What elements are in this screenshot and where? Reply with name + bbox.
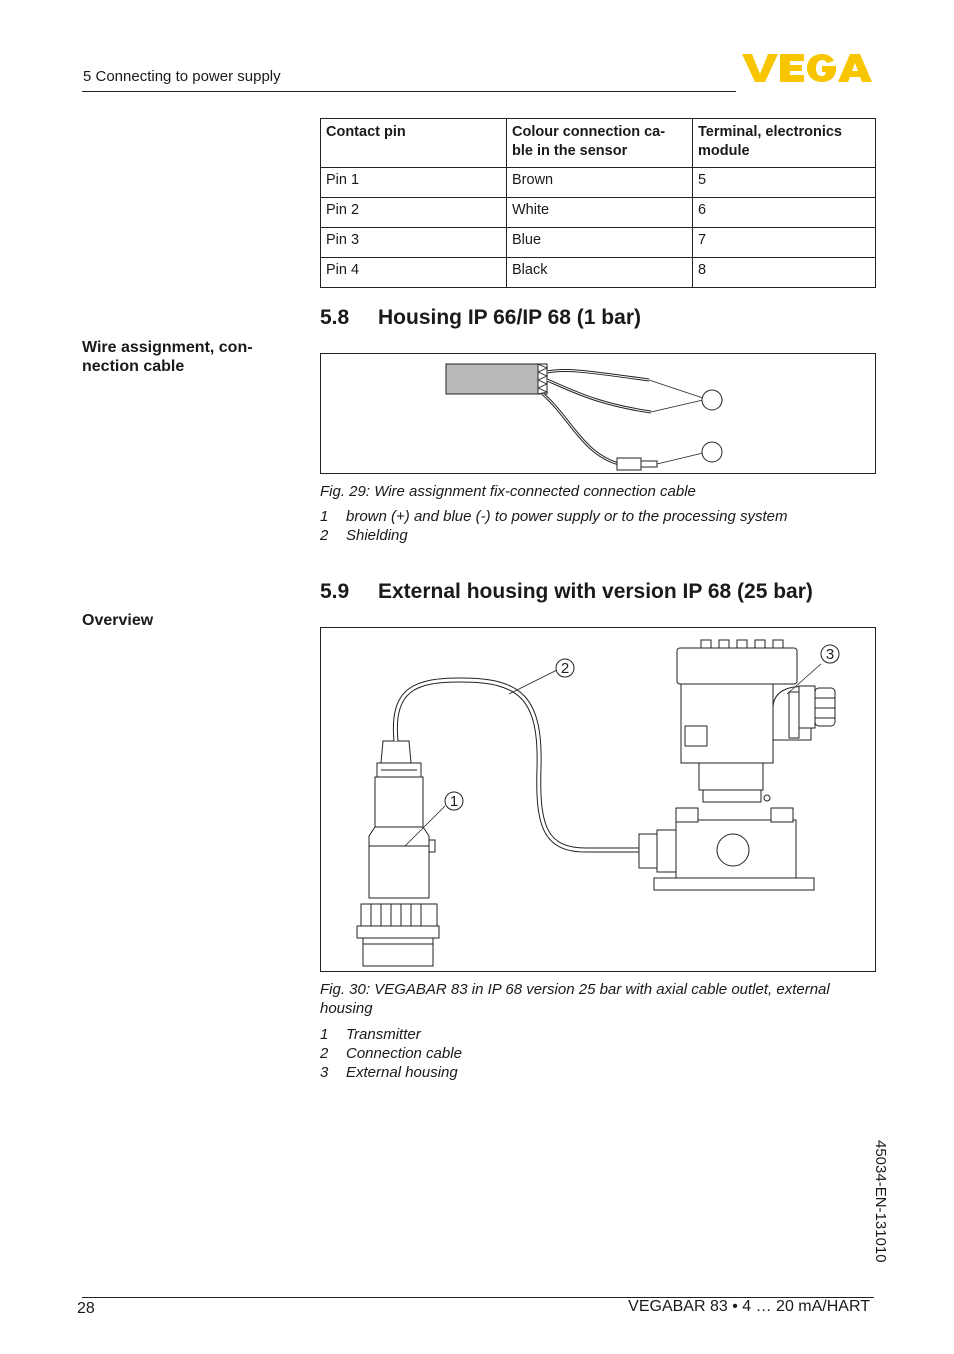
cell-pin: Pin 2 (321, 198, 507, 228)
running-header: 5 Connecting to power supply (83, 68, 281, 85)
legend-item: 1 Transmitter (320, 1026, 421, 1043)
logo-letter-v (742, 54, 778, 82)
pin-assignment-table (320, 118, 876, 288)
header-colour: Colour connection ca- ble in the sensor (507, 119, 693, 168)
cell-terminal: 5 (693, 168, 876, 198)
cell-pin: Pin 4 (321, 258, 507, 288)
figure-30-legend (320, 1025, 462, 1082)
document-number: 45034-EN-131010 (872, 1140, 889, 1263)
table-row (321, 198, 876, 228)
shielding-braid (538, 364, 547, 394)
legend-item: 1 brown (+) and blue (-) to power supply or to the processing system (320, 508, 788, 525)
product-name: VEGABAR 83 • 4 … 20 mA/HART (628, 1298, 870, 1315)
callout-label-3: 3 (825, 646, 835, 663)
cell-terminal: 8 (693, 258, 876, 288)
heading-5-9: 5.9 External housing with version IP 68 (25 bar) (320, 580, 813, 603)
vega-logo (740, 52, 874, 84)
cell-colour: Brown (507, 168, 693, 198)
callout-label-1: 1 (449, 793, 459, 810)
cell-colour: White (507, 198, 693, 228)
cable-sheath (446, 364, 538, 394)
margin-label-wire-assignment: Wire assignment, con- nection cable (82, 339, 253, 375)
wire-middle (547, 380, 651, 412)
callout-1 (702, 390, 722, 410)
wire-upper (547, 370, 649, 380)
cell-colour: Black (507, 258, 693, 288)
legend-item: 2 Shielding (320, 527, 408, 544)
table-row (321, 228, 876, 258)
figure-30-caption: Fig. 30: VEGABAR 83 in IP 68 version 25 bar with axial cable outlet, external housing (320, 981, 830, 1017)
header-rule (82, 91, 736, 92)
logo-letter-e (780, 54, 804, 82)
margin-label-overview: Overview (82, 612, 154, 629)
wire-ferrule (617, 458, 641, 470)
table-row (321, 258, 876, 288)
callout-2 (702, 442, 722, 462)
cell-pin: Pin 1 (321, 168, 507, 198)
cell-terminal: 6 (693, 198, 876, 228)
header-contact-pin: Contact pin (321, 119, 507, 168)
legend-item: 2 Connection cable (320, 1045, 462, 1062)
heading-5-8: 5.8 Housing IP 66/IP 68 (1 bar) (320, 306, 641, 329)
figure-external-housing (320, 627, 876, 972)
logo-letter-g (807, 54, 836, 82)
figure-29-caption: Fig. 29: Wire assignment fix-connected connection cable (320, 483, 696, 500)
header-terminal: Terminal, electronics module (693, 119, 876, 168)
callout-label-2: 2 (560, 660, 570, 677)
cell-terminal: 7 (693, 228, 876, 258)
legend-item: 3 External housing (320, 1064, 458, 1081)
page-number: 28 (77, 1300, 95, 1317)
table-row (321, 168, 876, 198)
table-header-row (321, 119, 876, 168)
figure-29-legend (320, 507, 787, 545)
connection-cable (395, 680, 639, 850)
figure-wire-assignment (320, 353, 876, 474)
cell-colour: Blue (507, 228, 693, 258)
transmitter-drawing (357, 741, 439, 966)
cell-pin: Pin 3 (321, 228, 507, 258)
